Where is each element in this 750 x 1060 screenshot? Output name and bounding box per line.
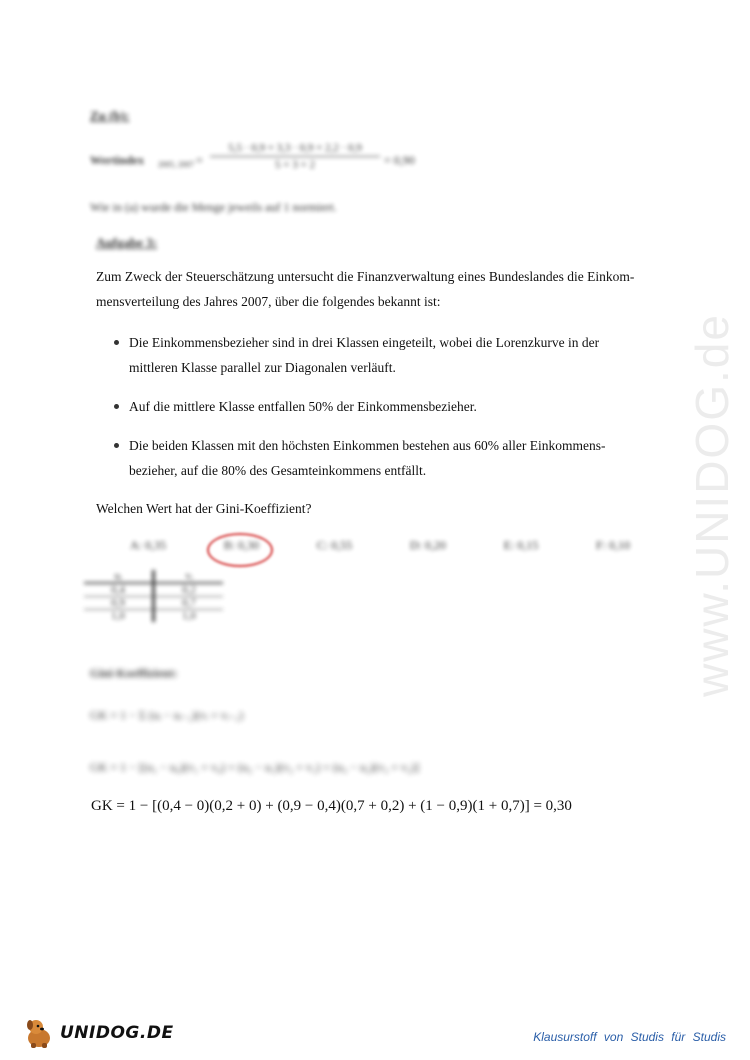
gini-formula-expanded: GK = 1 − [(u₁ − u₀)(v₁ + v₀) + (u₂ − u₁)(v₂ + v₁) + (u₃ − u₂)(v₃ + v₂)]: [90, 760, 420, 774]
task-intro-line2: mensverteilung des Jahres 2007, über die folgendes bekannt ist:: [96, 294, 441, 309]
section-b-heading: Zu (b):: [90, 108, 130, 123]
formula-numerator: 5,5 · 0,9 + 3,3 · 0,9 + 2,2 · 0,9: [210, 142, 380, 157]
task-question: Welchen Wert hat der Gini-Koeffizient?: [96, 501, 312, 516]
watermark-text: www.UNIDOG.de: [686, 313, 738, 697]
dog-logo-icon: [22, 1016, 56, 1050]
task-intro-line1: Zum Zweck der Steuerschätzung untersucht die Finanzverwaltung eines Bundeslandes die Einkom-: [96, 269, 635, 284]
gini-formula-result: GK = 1 − [(0,4 − 0)(0,2 + 0) + (0,9 − 0,4)(0,7 + 0,2) + (1 − 0,9)(1 + 0,7)] = 0,30: [91, 798, 572, 814]
list-item: Die beiden Klassen mit den höchsten Einkommen bestehen aus 60% aller Einkommens- bezieher, auf die 80% des Gesamteinkommens entfällt.: [112, 433, 652, 483]
uv-table: [84, 570, 223, 622]
formula-result: = 0,90: [384, 153, 415, 167]
list-item: Auf die mittlere Klasse entfallen 50% der Einkommensbezieher.: [112, 394, 652, 419]
answer-option-b: B: 0,30: [223, 538, 260, 552]
answer-option-c: C: 0,55: [316, 538, 353, 552]
answer-option-e: E: 0,15: [503, 538, 539, 552]
footer-tagline: Klausurstoff von Studis für Studis: [533, 1030, 726, 1044]
task-intro: [96, 264, 666, 314]
table-row: 1,0 1,0: [84, 610, 223, 623]
section-b-note: Wie in (a) wurde die Menge jeweils auf 1 normiert.: [90, 200, 337, 214]
table-header-v: vᵢ: [154, 570, 224, 583]
task-heading: Aufgabe 3:: [96, 235, 158, 250]
wertindex-formula: Wertindex 2005, 2007 = $\frac{5,5 \cdot 0,9 + 3,3 \cdot 0,9 + 2,2 \cdot 0,9}{5 + 3 + 2}$ = 0,90: [90, 142, 415, 171]
answer-option-f: F: 0,10: [595, 538, 630, 552]
table-row: 0,9 0,7: [84, 597, 223, 610]
table-header-u: uᵢ: [84, 570, 154, 583]
gini-heading: Gini-Koeffizient:: [90, 666, 178, 680]
list-item: Die Einkommensbezieher sind in drei Klassen eingeteilt, wobei die Lorenzkurve in der mittleren Klasse parallel zur Diagonalen verläuft.: [112, 330, 652, 380]
formula-lhs-sub: 2005, 2007: [158, 160, 194, 169]
answer-option-d: D: 0,20: [409, 538, 446, 552]
selected-answer-circle: [207, 533, 273, 567]
brand-name: UNIDOG.DE: [60, 1023, 174, 1043]
formula-denominator: 5 + 3 + 2: [275, 159, 315, 171]
footer-brand[interactable]: [22, 1016, 174, 1050]
task-bullet-list: [112, 330, 652, 497]
table-row: 0,4 0,2: [84, 583, 223, 597]
gini-formula-general: GK = 1 − Σ (uᵢ − uᵢ₋₁)(vᵢ + vᵢ₋₁): [90, 708, 244, 722]
answer-option-a: A: 0,35: [130, 538, 166, 552]
answer-options: [130, 538, 630, 553]
formula-lhs: Wertindex: [90, 153, 144, 167]
